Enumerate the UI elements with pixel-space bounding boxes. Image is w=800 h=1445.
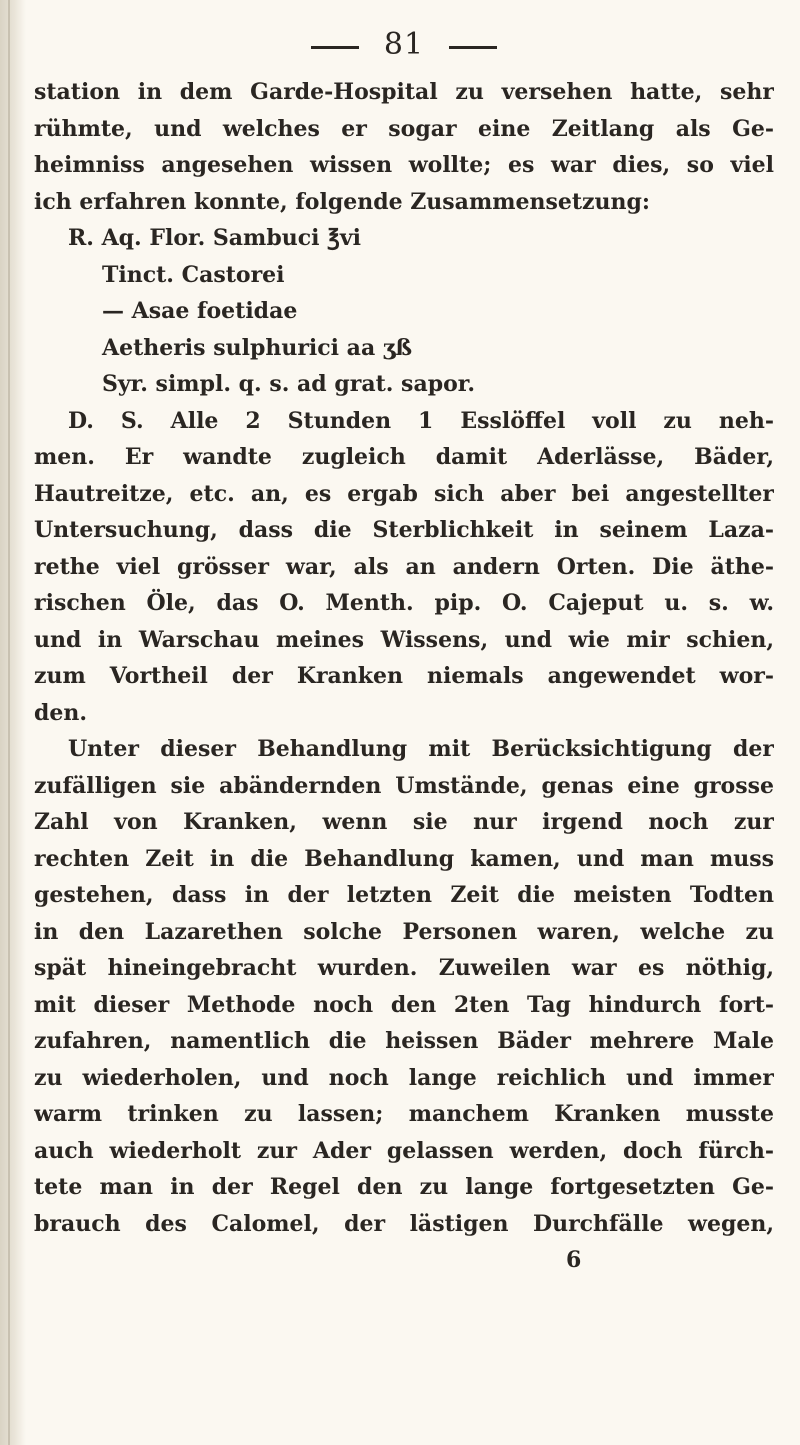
header-rule-left <box>311 23 359 69</box>
text-line: heimniss angesehen wissen wollte; es war dies, so viel <box>34 152 774 178</box>
text-line: zufälligen sie abändernden Umstände, genas eine grosse <box>34 772 774 799</box>
text-line: station in dem Garde-Hospital zu versehen hatte, sehr <box>34 79 774 105</box>
text-line: in den Lazarethen solche Personen waren, welche zu <box>34 918 774 945</box>
text-line: D. S. Alle 2 Stunden 1 Esslöffel voll zu neh- <box>68 407 774 434</box>
text-line: ich erfahren konnte, folgende Zusammensetzung: <box>34 188 651 215</box>
text-line: rischen Öle, das O. Menth. pip. O. Cajeput u. s. w. <box>34 590 774 616</box>
text-line: men. Er wandte zugleich damit Aderlässe, Bäder, <box>34 444 774 470</box>
text-line: zum Vortheil der Kranken niemals angewendet wor- <box>34 663 774 689</box>
text-line: rühmte, und welches er sogar eine Zeitlang als Ge- <box>34 115 774 142</box>
text-line: den. <box>34 699 88 726</box>
page-number: 81 <box>383 27 425 62</box>
text-line: Hautreitze, etc. an, es ergab sich aber bei angestellter <box>34 480 774 507</box>
body-text <box>34 74 774 1242</box>
recipe-line: Syr. simpl. q. s. ad grat. sapor. <box>102 371 475 397</box>
text-line: zu wiederholen, und noch lange reichlich und immer <box>34 1064 774 1091</box>
running-head <box>34 22 774 68</box>
text-line: warm trinken zu lassen; manchem Kranken musste <box>34 1101 774 1127</box>
text-line: mit dieser Methode noch den 2ten Tag hindurch fort- <box>34 991 774 1018</box>
text-line: brauch des Calomel, der lästigen Durchfälle wegen, <box>34 1210 774 1237</box>
signature-mark: 6 <box>566 1247 582 1273</box>
book-binding-edge <box>0 0 26 1445</box>
text-line: spät hineingebracht wurden. Zuweilen war es nöthig, <box>34 955 774 981</box>
text-line: auch wiederholt zur Ader gelassen werden, doch fürch- <box>34 1137 774 1164</box>
text-line: zufahren, namentlich die heissen Bäder mehrere Male <box>34 1028 774 1054</box>
text-line: und in Warschau meines Wissens, und wie mir schien, <box>34 626 774 653</box>
book-page <box>34 22 774 1279</box>
recipe-line: R. Aq. Flor. Sambuci ℥vi <box>68 225 361 251</box>
text-line: Unter dieser Behandlung mit Berücksichtigung der <box>68 736 774 762</box>
text-line: gestehen, dass in der letzten Zeit die meisten Todten <box>34 882 774 908</box>
text-line: rechten Zeit in die Behandlung kamen, und man muss <box>34 845 774 872</box>
text-line: tete man in der Regel den zu lange fortgesetzten Ge- <box>34 1174 774 1200</box>
text-line: Untersuchung, dass die Sterblichkeit in seinem Laza- <box>34 517 774 543</box>
recipe-line: — Asae foetidae <box>102 298 298 324</box>
text-line: Zahl von Kranken, wenn sie nur irgend noch zur <box>34 809 774 835</box>
header-rule-right <box>449 23 497 69</box>
recipe-line: Tinct. Castorei <box>102 261 285 288</box>
text-line: rethe viel grösser war, als an andern Orten. Die äthe- <box>34 553 774 580</box>
recipe-line: Aetheris sulphurici aa ʒß <box>102 334 413 361</box>
